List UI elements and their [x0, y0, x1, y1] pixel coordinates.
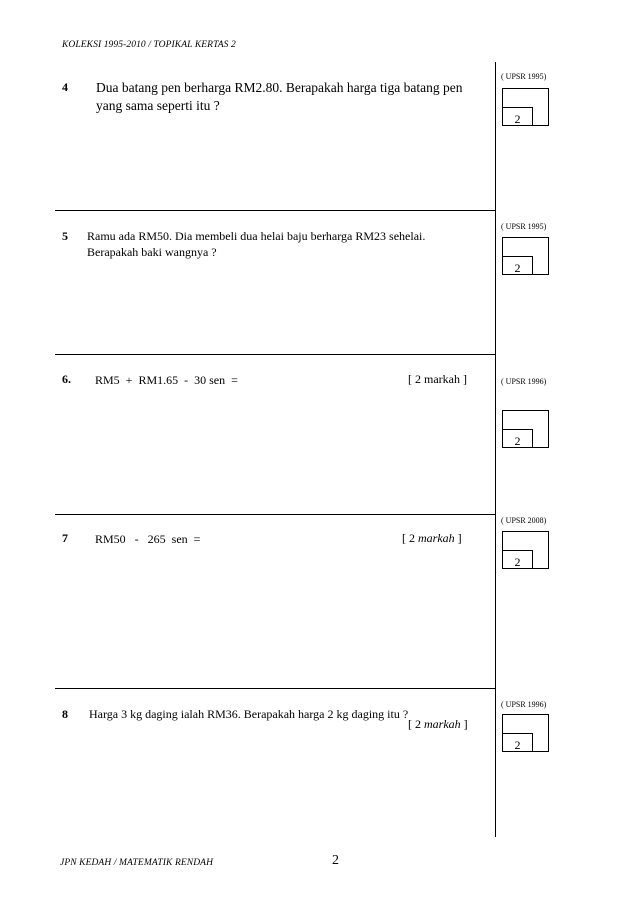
question-8-number: 8	[62, 707, 68, 721]
question-7-mark-box	[502, 531, 549, 569]
question-4-text	[96, 79, 463, 115]
question-7-marks-open: [ 2	[402, 531, 418, 545]
question-6-marks: [ 2 markah ]	[408, 372, 467, 386]
question-5-mark-box	[502, 237, 549, 275]
margin-divider	[495, 62, 496, 837]
page-footer: JPN KEDAH / MATEMATIK RENDAH	[60, 858, 214, 868]
question-5-text	[87, 228, 425, 260]
question-7-number: 7	[62, 531, 68, 545]
question-5-number: 5	[62, 229, 68, 243]
question-5-source: ( UPSR 1995)	[501, 222, 547, 231]
question-8-marks-open: [ 2	[408, 717, 424, 731]
question-separator-4-5	[55, 210, 495, 211]
question-8-marks-word: markah	[424, 717, 461, 731]
page-number: 2	[332, 853, 339, 868]
page-header: KOLEKSI 1995-2010 / TOPIKAL KERTAS 2	[62, 40, 236, 50]
question-separator-6-7	[55, 514, 495, 515]
question-7-text: RM50 - 265 sen =	[95, 532, 201, 546]
question-6-number: 6.	[62, 372, 71, 386]
question-4-mark-box	[502, 88, 549, 126]
question-6-score: 2	[503, 429, 533, 447]
question-7-marks	[402, 531, 462, 546]
question-6-source: ( UPSR 1996)	[501, 377, 547, 386]
question-4-source: ( UPSR 1995)	[501, 72, 547, 81]
question-8-marks	[408, 717, 468, 732]
question-7-marks-close: ]	[454, 531, 462, 545]
question-8-marks-close: ]	[460, 717, 468, 731]
question-6-mark-box	[502, 410, 549, 448]
question-4-line-1: Dua batang pen berharga RM2.80. Berapakah harga tiga batang pen	[96, 80, 463, 95]
question-4-number: 4	[62, 80, 68, 94]
question-4-line-2: yang sama seperti itu ?	[96, 98, 220, 113]
question-5-line-1: Ramu ada RM50. Dia membeli dua helai baju berharga RM23 sehelai.	[87, 229, 426, 243]
question-7-source: ( UPSR 2008)	[501, 516, 547, 525]
question-8-mark-box	[502, 714, 549, 752]
question-5-line-2: Berapakah baki wangnya ?	[87, 245, 217, 259]
question-separator-7-8	[55, 688, 495, 689]
question-8-score: 2	[503, 733, 533, 751]
question-4-score: 2	[503, 107, 533, 125]
question-5-score: 2	[503, 256, 533, 274]
question-8-source: ( UPSR 1996)	[501, 700, 547, 709]
question-separator-5-6	[55, 354, 495, 355]
question-7-score: 2	[503, 550, 533, 568]
question-6-text: RM5 + RM1.65 - 30 sen =	[95, 373, 238, 387]
question-8-text: Harga 3 kg daging ialah RM36. Berapakah harga 2 kg daging itu ?	[89, 707, 409, 721]
question-7-marks-word: markah	[418, 531, 455, 545]
